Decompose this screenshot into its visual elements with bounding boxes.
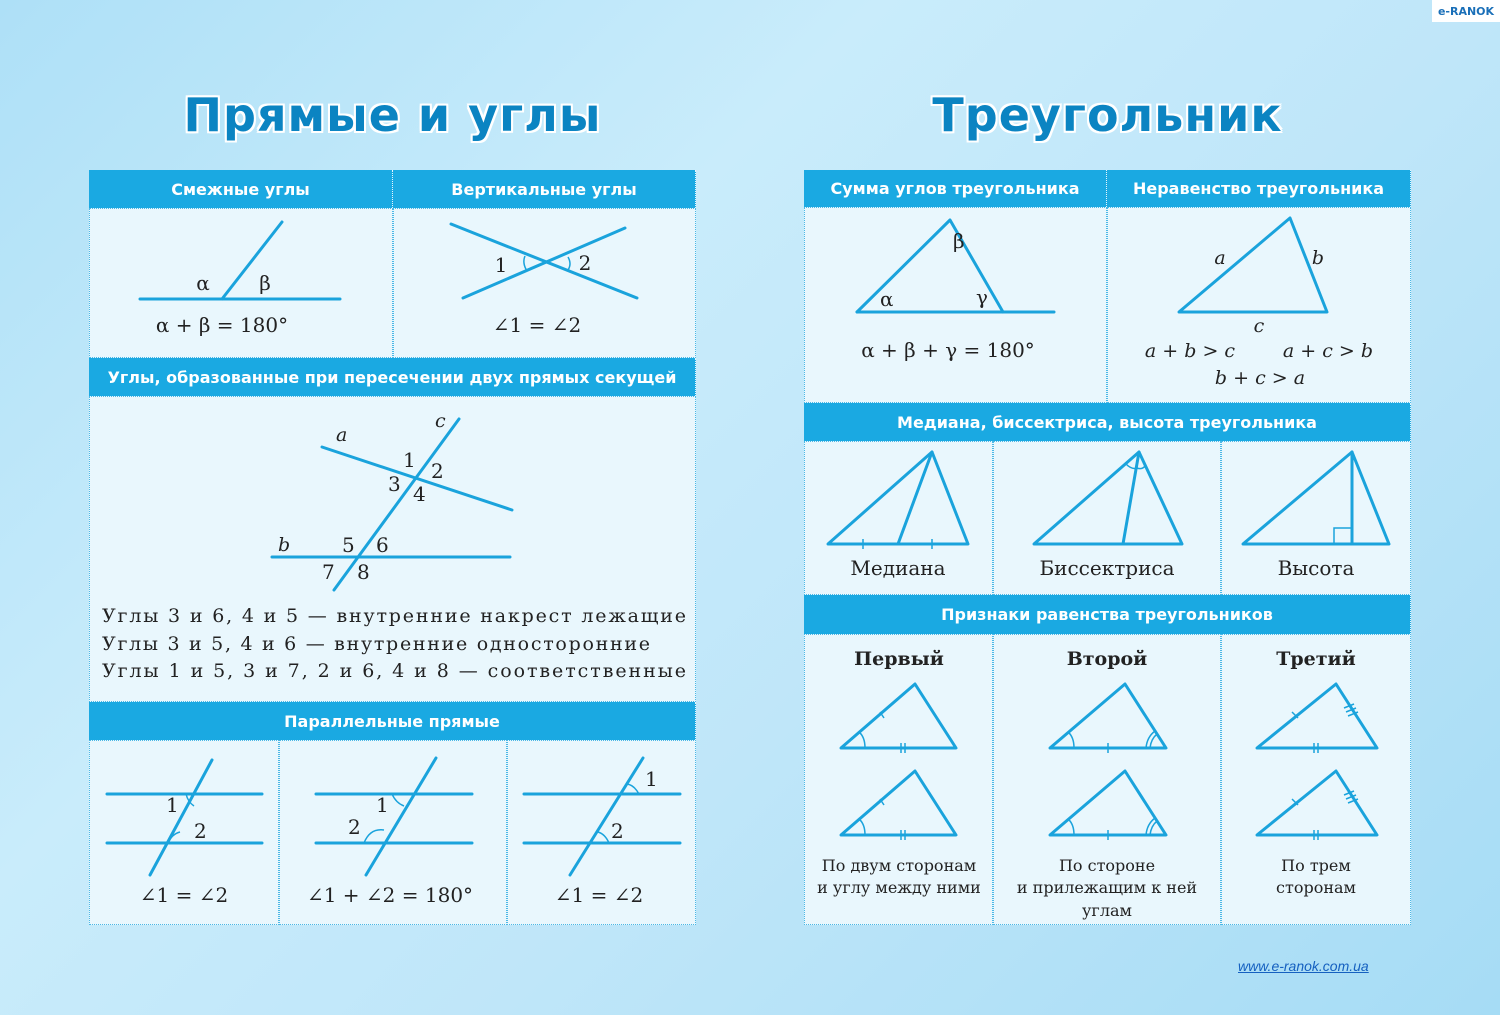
left-title: Прямые и углы — [183, 88, 602, 142]
svg-text:∠1 + ∠2 = 180°: ∠1 + ∠2 = 180° — [306, 883, 474, 907]
svg-text:1: 1 — [494, 253, 508, 277]
right-title: Треугольник — [932, 88, 1283, 142]
inequality-diagram — [1145, 218, 1373, 389]
svg-text:2: 2 — [431, 459, 444, 483]
vertical-angles-diagram — [451, 224, 637, 337]
svg-text:1: 1 — [166, 793, 179, 817]
svg-text:3: 3 — [388, 472, 401, 496]
svg-text:8: 8 — [357, 560, 370, 584]
header-sum: Сумма углов треугольника — [804, 170, 1107, 207]
header-inequality: Неравенство треугольника — [1107, 170, 1411, 207]
svg-text:∠1 = ∠2: ∠1 = ∠2 — [554, 883, 644, 907]
svg-text:c: c — [1253, 315, 1265, 337]
svg-text:2: 2 — [194, 819, 207, 843]
svg-text:b: b — [278, 534, 291, 556]
parallel-diagram-1 — [107, 760, 262, 907]
svg-text:α + β + γ = 180°: α + β + γ = 180° — [861, 338, 1035, 362]
svg-text:2: 2 — [611, 819, 624, 843]
svg-text:По двум сторонам: По двум сторонам — [821, 856, 977, 875]
svg-text:γ: γ — [976, 285, 988, 309]
angle-sum-diagram — [857, 220, 1054, 362]
congruence-first — [817, 648, 981, 897]
svg-text:b + c > a: b + c > a — [1214, 367, 1306, 389]
congruence-third — [1257, 648, 1377, 897]
svg-text:Первый: Первый — [854, 648, 944, 670]
secant-rule-2: Углы 3 и 5, 4 и 6 — внутренние односторонние — [102, 633, 650, 655]
svg-text:и углу между ними: и углу между ними — [817, 878, 981, 897]
svg-text:По стороне: По стороне — [1058, 856, 1156, 875]
svg-text:сторонам: сторонам — [1276, 878, 1356, 897]
website-link[interactable]: www.e-ranok.com.ua — [1238, 958, 1369, 974]
svg-text:a: a — [1214, 247, 1226, 269]
header-secant: Углы, образованные при пересечении двух прямых секущей — [89, 358, 696, 396]
secant-rule-1: Углы 3 и 6, 4 и 5 — внутренние накрест лежащие — [102, 605, 686, 627]
svg-text:∠1 = ∠2: ∠1 = ∠2 — [139, 883, 229, 907]
svg-text:По трем: По трем — [1281, 856, 1351, 875]
svg-text:a: a — [336, 424, 348, 446]
bisector-diagram — [1034, 452, 1182, 580]
svg-text:углам: углам — [1082, 901, 1132, 920]
svg-text:5: 5 — [342, 533, 355, 557]
svg-text:Медиана: Медиана — [850, 556, 946, 580]
svg-text:2: 2 — [348, 815, 361, 839]
svg-text:1: 1 — [403, 448, 416, 472]
secant-diagram — [102, 410, 686, 682]
svg-text:a + c > b: a + c > b — [1282, 340, 1374, 362]
svg-text:β: β — [953, 229, 965, 253]
svg-text:b: b — [1311, 247, 1325, 269]
height-diagram — [1243, 452, 1389, 580]
svg-text:a + b > c: a + b > c — [1144, 340, 1236, 362]
svg-text:Биссектриса: Биссектриса — [1039, 556, 1175, 580]
svg-text:α: α — [880, 287, 894, 311]
svg-text:1: 1 — [645, 767, 658, 791]
header-congruence: Признаки равенства треугольников — [804, 595, 1411, 634]
parallel-diagram-2 — [307, 758, 473, 907]
secant-rule-3: Углы 1 и 5, 3 и 7, 2 и 6, 4 и 8 — соответственные — [102, 660, 686, 682]
svg-text:c: c — [435, 410, 446, 432]
median-diagram — [828, 452, 968, 580]
header-adjacent: Смежные углы — [89, 170, 393, 208]
header-vertical: Вертикальные углы — [393, 170, 696, 208]
header-lines: Медиана, биссектриса, высота треугольника — [804, 403, 1411, 441]
parallel-diagram-3 — [524, 758, 680, 907]
svg-text:7: 7 — [322, 560, 335, 584]
svg-text:1: 1 — [376, 793, 389, 817]
svg-text:2: 2 — [578, 251, 592, 275]
header-parallel: Параллельные прямые — [89, 702, 696, 740]
vertical-formula: ∠1 = ∠2 — [492, 313, 582, 337]
svg-text:Высота: Высота — [1277, 556, 1355, 580]
svg-text:α: α — [196, 271, 210, 295]
svg-text:Третий: Третий — [1276, 648, 1356, 670]
svg-text:6: 6 — [376, 533, 389, 557]
adjacent-formula: α + β = 180° — [155, 313, 289, 337]
congruence-second — [1017, 648, 1197, 920]
svg-text:β: β — [259, 271, 271, 295]
svg-text:и прилежащим к ней: и прилежащим к ней — [1016, 878, 1198, 897]
adjacent-angles-diagram — [140, 222, 340, 337]
svg-text:Второй: Второй — [1066, 648, 1148, 670]
svg-text:4: 4 — [413, 482, 426, 506]
e-ranok-logo: e-RANOK — [1432, 0, 1500, 22]
